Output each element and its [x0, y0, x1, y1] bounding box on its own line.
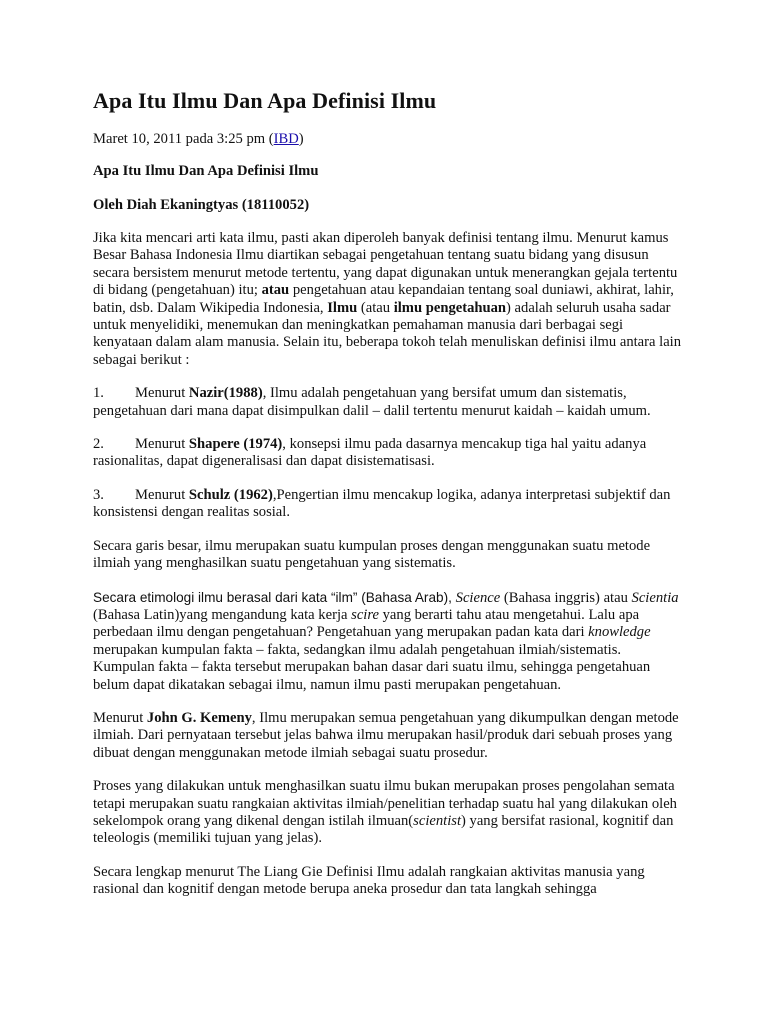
paragraph-kemeny	[93, 710, 683, 762]
paragraph-liang-gie: Secara lengkap menurut The Liang Gie Definisi Ilmu adalah rangkaian aktivitas manusia yang rasional dan kognitif dengan metode berupa aneka prosedur dan tata langkah sehingga	[93, 863, 645, 898]
post-meta	[93, 130, 683, 148]
text: , Ilmu adalah pengetahuan yang bersifat umum dan sistematis, pengetahuan dari mana dapat disimpulkan dalil – dalil tertentu menurut kaidah – kaidah umum.	[93, 385, 651, 419]
text: (Bahasa Latin)yang mengandung kata kerja	[93, 606, 352, 623]
list-number: 3.	[93, 486, 104, 503]
text: ,Pengertian ilmu mencakup logika, adanya interpretasi subjektif dan konsistensi dengan realitas sosial.	[93, 486, 671, 521]
text: Menurut	[93, 709, 147, 726]
meta-close: )	[298, 131, 304, 147]
article-author: Oleh Diah Ekaningtyas (18110052)	[93, 197, 310, 213]
text: Proses yang dilakukan untuk menghasilkan suatu ilmu bukan merupakan proses pengolahan semata tetapi merupakan suatu rangkaian aktivitas ilmiah/penelitian terhadap suatu hal yang dilakukan oleh sekelompok orang yang dikenal dengan istilah ilmuan(	[93, 778, 677, 829]
post-date: Maret 10, 2011 pada 3:25 pm (	[93, 131, 274, 147]
list-item-2	[93, 436, 683, 471]
article-subtitle: Apa Itu Ilmu Dan Apa Definisi Ilmu	[93, 163, 319, 179]
text: Menurut	[135, 486, 189, 503]
list-item-3	[93, 487, 683, 522]
text-bold: John G. Kemeny	[146, 709, 252, 726]
text-italic: Science	[455, 589, 501, 606]
text: Menurut	[135, 385, 189, 402]
paragraph-summary: Secara garis besar, ilmu merupakan suatu kumpulan proses dengan menggunakan suatu metode ilmiah yang menghasilkan suatu pengetahuan yang sistematis.	[93, 537, 651, 572]
text-bold: atau	[261, 282, 290, 299]
text: Secara etimologi ilmu berasal dari kata “ilm” (Bahasa Arab),	[93, 589, 456, 605]
text: ) yang bersifat rasional, kognitif dan teleologis (memiliki tujuan yang jelas).	[93, 812, 674, 847]
text-bold: ilmu pengetahuan	[393, 299, 507, 316]
text: (atau	[357, 299, 394, 316]
document-page	[93, 88, 683, 915]
text-italic: knowledge	[588, 624, 651, 641]
page-title: Apa Itu Ilmu Dan Apa Definisi Ilmu	[93, 88, 437, 113]
text: merupakan kumpulan fakta – fakta, sedangkan ilmu adalah pengetahuan ilmiah/sistematis. Kumpulan fakta – fakta tersebut merupakan bahan dasar dari suatu ilmu, sehingga pengetahuan belum dapat dikatakan sebagai ilmu, namun ilmu pasti merupakan pengetahuan.	[93, 641, 651, 693]
paragraph-intro	[93, 230, 683, 369]
list-item-1	[93, 385, 683, 420]
text: yang berarti tahu atau mengetahui. Lalu apa perbedaan ilmu dengan pengetahuan? Pengetahuan yang merupakan padan kata dari	[93, 606, 640, 641]
text: Menurut	[135, 436, 189, 453]
text-bold: Nazir(1988)	[188, 385, 263, 402]
text: (Bahasa inggris) atau	[500, 589, 632, 606]
text-bold: Ilmu	[327, 299, 358, 316]
text-italic: Scientia	[631, 589, 679, 606]
text-bold: Shapere (1974)	[188, 436, 283, 453]
text-italic: scientist	[413, 812, 462, 829]
text: ) adalah seluruh usaha sadar untuk menyelidiki, menemukan dan meningkatkan pemahaman manusia dari berbagai segi kenyataan dalam alam manusia. Selain itu, beberapa tokoh telah menuliskan definisi ilmu antara lain sebagai berikut :	[93, 299, 682, 368]
text: pengetahuan atau kepandaian tentang soal duniawi, akhirat, lahir, batin, dsb. Dalam Wikipedia Indonesia,	[93, 282, 674, 316]
paragraph-process	[93, 778, 683, 848]
text: , konsepsi ilmu pada dasarnya mencakup tiga hal yaitu adanya rasionalitas, dapat digeneralisasi dan dapat disistematisasi.	[93, 436, 647, 470]
text: , Ilmu merupakan semua pengetahuan yang dikumpulkan dengan metode ilmiah. Dari pernyataan tersebut jelas bahwa ilmu merupakan hasil/produk dari sebuah proses yang dibuat dengan menggunakan metode ilmiah sebagai suatu prosedur.	[93, 709, 679, 761]
list-number: 2.	[93, 436, 104, 453]
text-bold: Schulz (1962)	[188, 486, 273, 503]
text-italic: scire	[351, 606, 379, 623]
text: Jika kita mencari arti kata ilmu, pasti akan diperoleh banyak definisi tentang ilmu. Menurut kamus Besar Bahasa Indonesia Ilmu diartikan sebagai pengetahuan tentang suatu bidang yang disusun secara bersistem menurut metode tertentu, yang dapat digunakan untuk menerangkan gejala tertentu di bidang (pengetahuan) itu;	[93, 230, 678, 299]
list-number: 1.	[93, 385, 104, 402]
category-link[interactable]: IBD	[273, 131, 299, 147]
paragraph-etymology	[93, 589, 683, 694]
